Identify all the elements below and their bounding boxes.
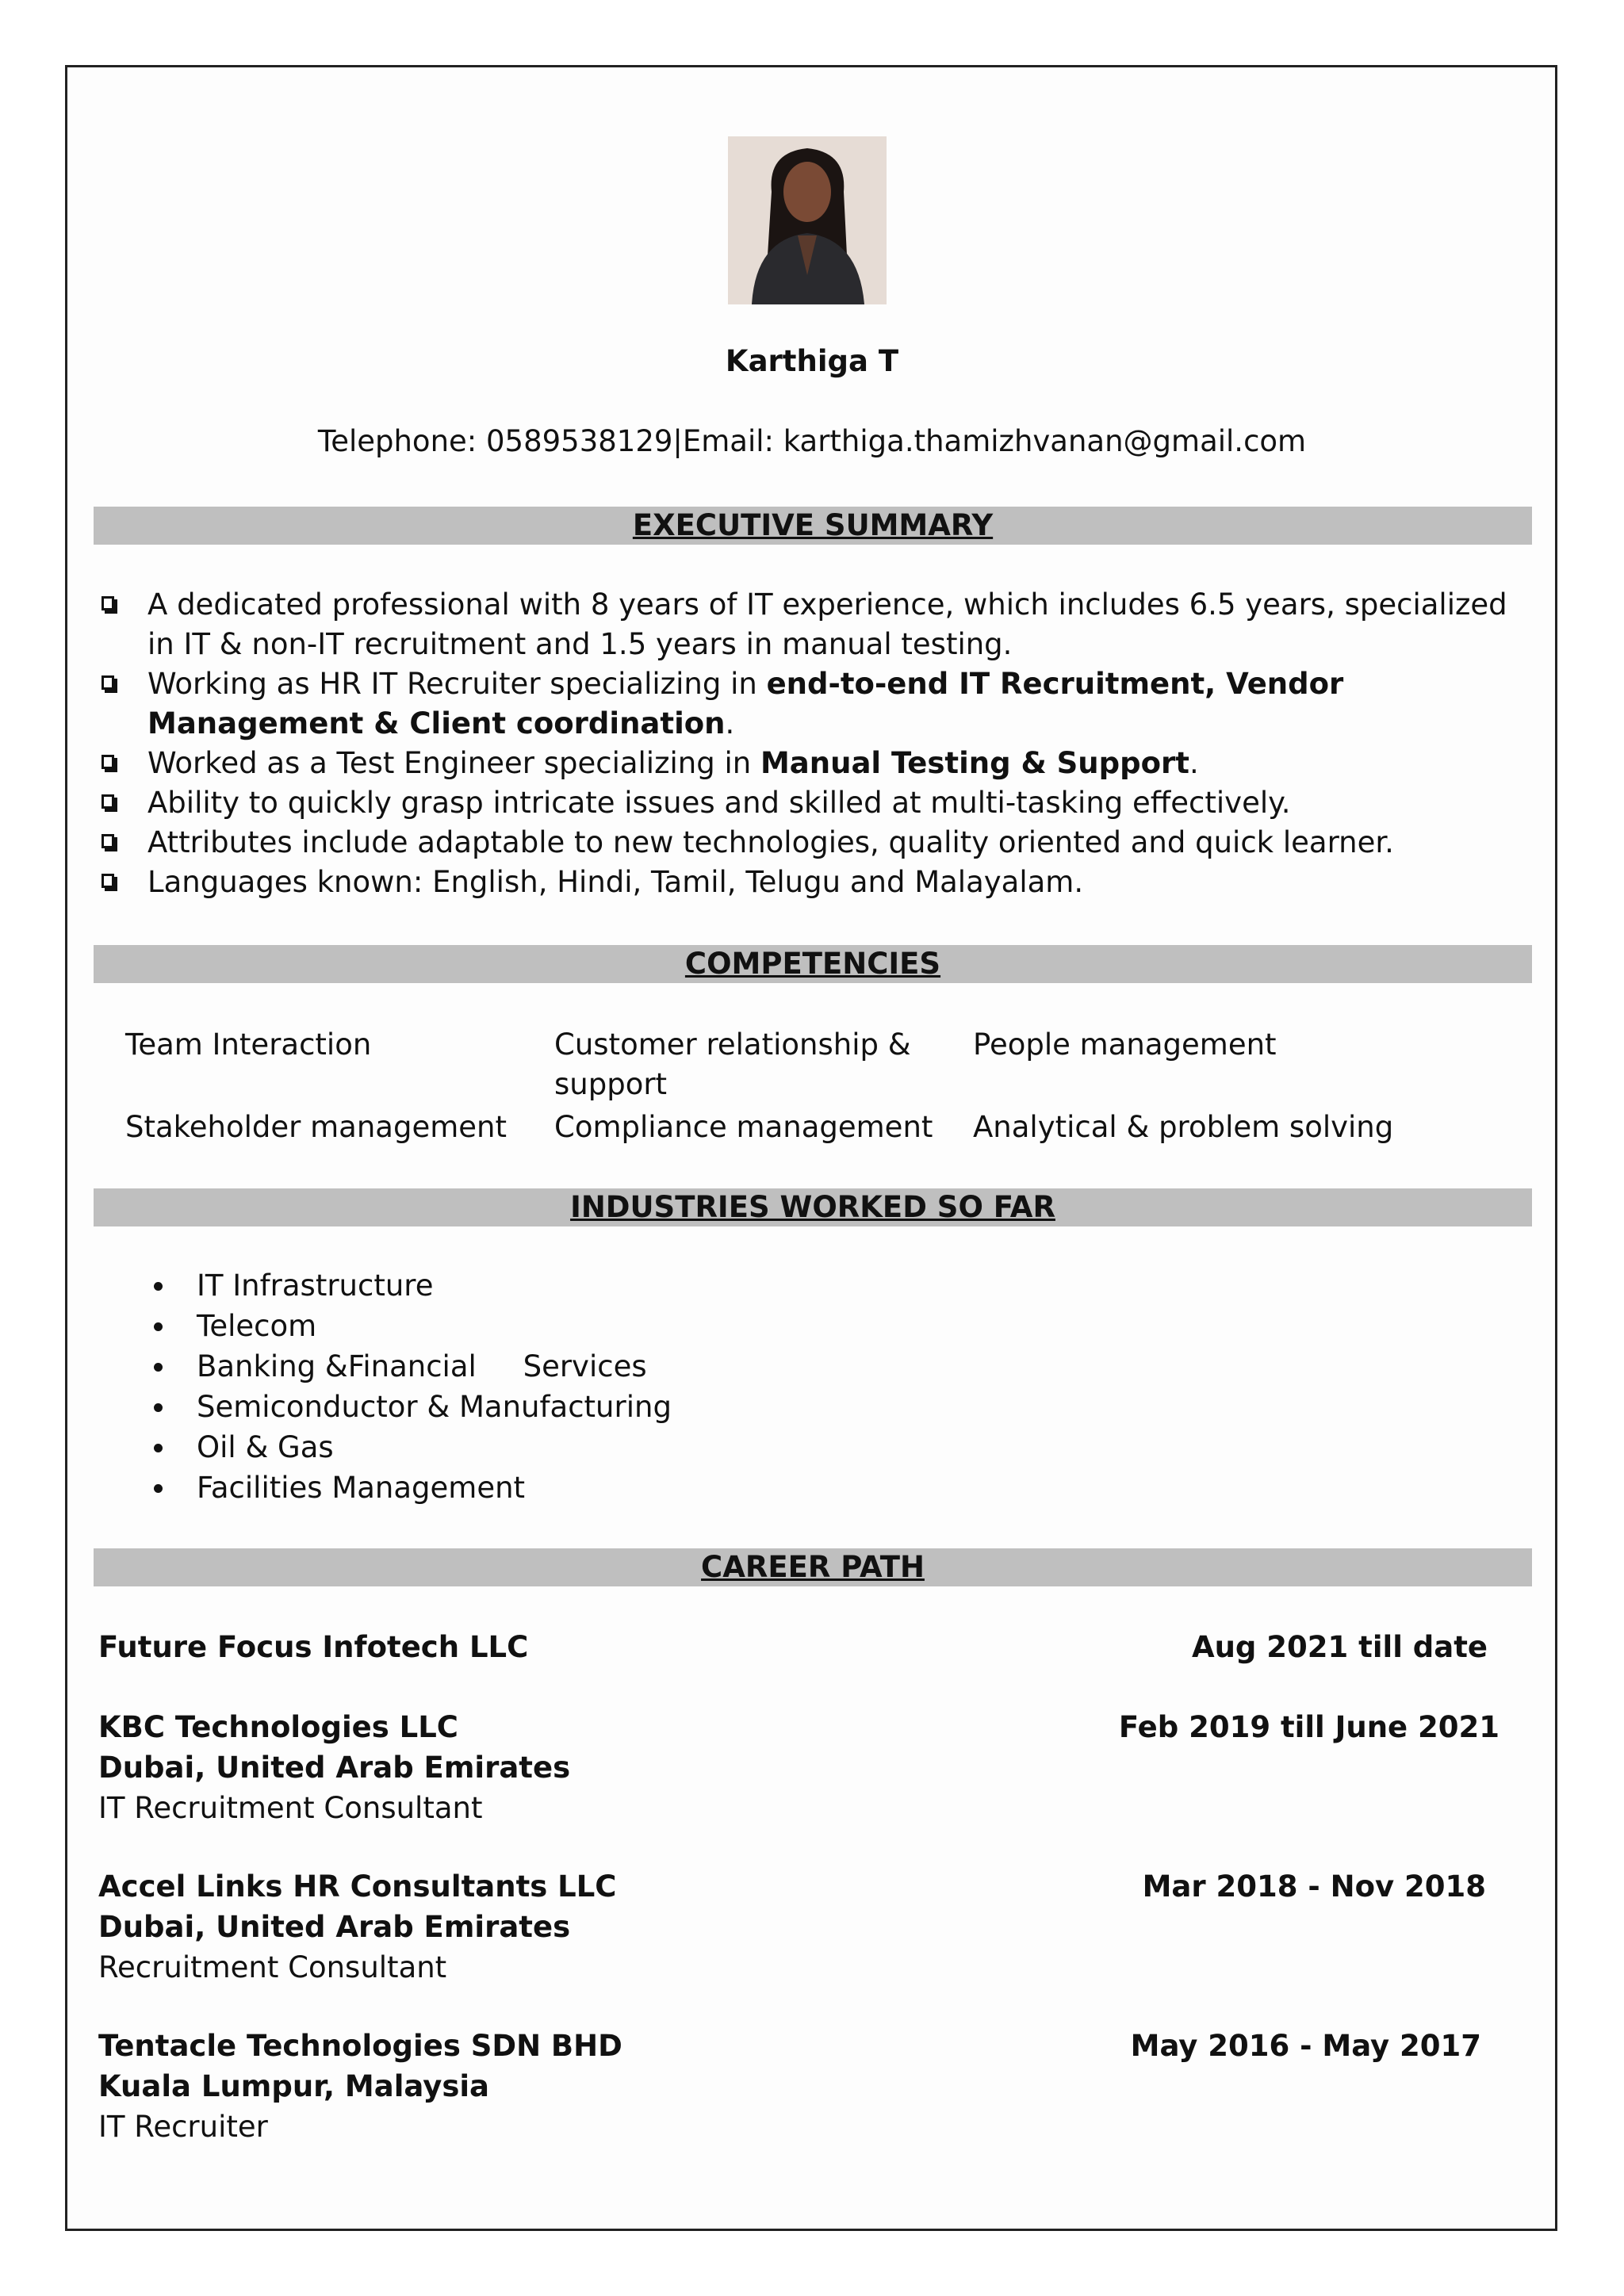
list-item: Telecom xyxy=(151,1306,672,1346)
career-entry xyxy=(98,1707,570,1828)
checkbox-bullet-icon xyxy=(102,596,114,610)
career-entry xyxy=(98,1627,528,1667)
job-role: IT Recruiter xyxy=(98,2110,268,2144)
profile-photo xyxy=(728,136,887,304)
section-header-industries: INDUSTRIES WORKED SO FAR xyxy=(94,1188,1532,1226)
checkbox-bullet-icon xyxy=(102,874,114,888)
checkbox-bullet-icon xyxy=(102,675,114,690)
checkbox-bullet-icon xyxy=(102,794,114,809)
job-dates: May 2016 - May 2017 xyxy=(1130,2029,1481,2063)
list-item: Languages known: English, Hindi, Tamil, Telugu and Malayalam. xyxy=(98,863,1534,902)
career-entry xyxy=(98,2026,622,2147)
bullet-icon xyxy=(154,1282,163,1291)
list-item: Attributes include adaptable to new technologies, quality oriented and quick learner. xyxy=(98,823,1534,863)
bullet-icon xyxy=(154,1484,163,1493)
section-header-executive-summary: EXECUTIVE SUMMARY xyxy=(94,507,1532,545)
competency-item: Customer relationship & support xyxy=(554,1027,911,1101)
list-item: Banking &Financial Services xyxy=(151,1346,672,1387)
bullet-icon xyxy=(154,1363,163,1372)
bullet-icon xyxy=(154,1403,163,1412)
competency-item: People management xyxy=(973,1027,1277,1062)
job-dates: Aug 2021 till date xyxy=(1191,1630,1488,1664)
company-name: KBC Technologies LLC xyxy=(98,1710,458,1744)
bullet-icon xyxy=(154,1322,163,1331)
job-role: IT Recruitment Consultant xyxy=(98,1791,483,1825)
career-entry xyxy=(98,1866,616,1988)
competency-item: Compliance management xyxy=(554,1110,933,1144)
company-location: Kuala Lumpur, Malaysia xyxy=(98,2069,489,2103)
checkbox-bullet-icon xyxy=(102,755,114,769)
job-dates: Mar 2018 - Nov 2018 xyxy=(1142,1869,1486,1904)
company-name: Accel Links HR Consultants LLC xyxy=(98,1869,617,1904)
competency-item: Team Interaction xyxy=(125,1027,372,1062)
company-name: Tentacle Technologies SDN BHD xyxy=(98,2029,622,2063)
list-item: A dedicated professional with 8 years of IT experience, which includes 6.5 years, specialized in IT & non-IT recruitment and 1.5 years in manual testing. xyxy=(98,585,1534,664)
competency-item: Stakeholder management xyxy=(125,1110,507,1144)
executive-summary-list xyxy=(98,585,1534,902)
company-location: Dubai, United Arab Emirates xyxy=(98,1910,571,1944)
contact-line: Telephone: 0589538129|Email: karthiga.thamizhvanan@gmail.com xyxy=(317,424,1307,458)
bullet-icon xyxy=(154,1444,163,1452)
section-header-competencies: COMPETENCIES xyxy=(94,945,1532,983)
list-item: Facilities Management xyxy=(151,1468,672,1508)
job-role: Recruitment Consultant xyxy=(98,1950,447,1984)
job-dates: Feb 2019 till June 2021 xyxy=(1118,1710,1500,1744)
list-item: Semiconductor & Manufacturing xyxy=(151,1387,672,1427)
candidate-name: Karthiga T xyxy=(725,344,899,378)
section-header-career-path: CAREER PATH xyxy=(94,1548,1532,1586)
list-item: Working as HR IT Recruiter specializing in end-to-end IT Recruitment, Vendor Management & Client coordination. xyxy=(98,664,1534,744)
checkbox-bullet-icon xyxy=(102,834,114,848)
company-name: Future Focus Infotech LLC xyxy=(98,1630,529,1664)
list-item: IT Infrastructure xyxy=(151,1265,672,1306)
list-item: Worked as a Test Engineer specializing in Manual Testing & Support. xyxy=(98,744,1534,783)
company-location: Dubai, United Arab Emirates xyxy=(98,1751,571,1785)
competency-item: Analytical & problem solving xyxy=(973,1110,1394,1144)
list-item: Oil & Gas xyxy=(151,1427,672,1468)
list-item: Ability to quickly grasp intricate issues and skilled at multi-tasking effectively. xyxy=(98,783,1534,823)
industries-list xyxy=(151,1265,672,1508)
